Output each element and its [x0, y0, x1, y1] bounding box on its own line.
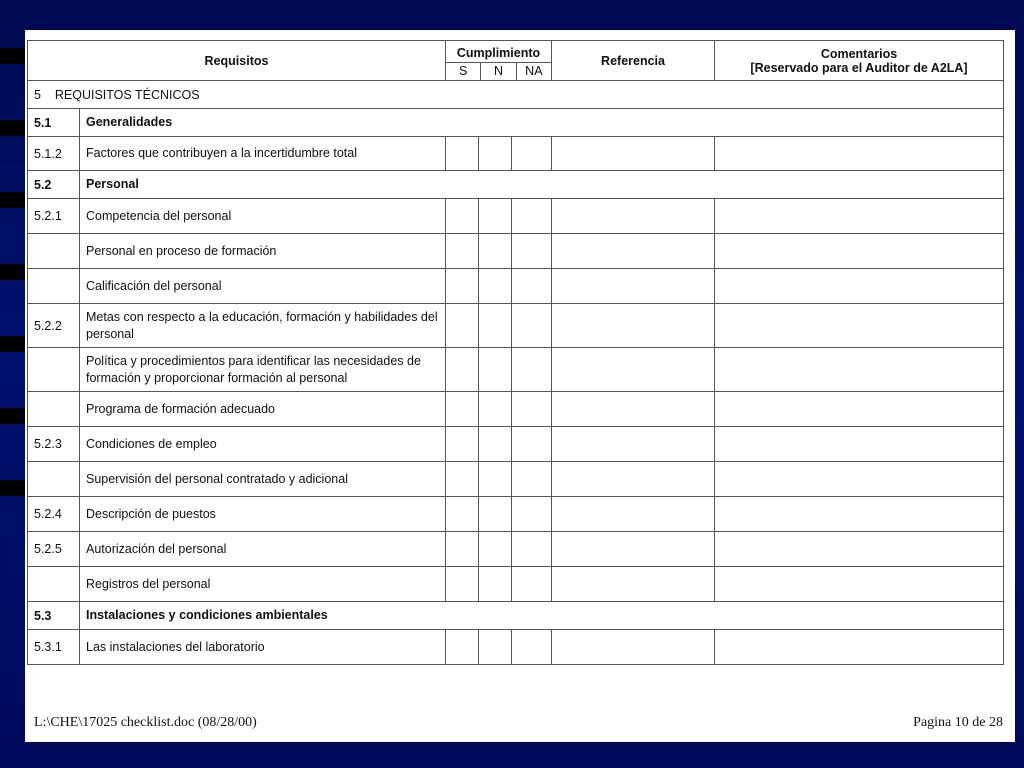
cell-s[interactable] — [446, 269, 479, 304]
row-number: 5.2 — [28, 171, 80, 199]
table-row — [28, 497, 1004, 532]
header-requisitos: Requisitos — [28, 41, 446, 81]
table-row — [28, 199, 1004, 234]
section-title: REQUISITOS TÉCNICOS — [54, 87, 200, 102]
cell-na[interactable] — [512, 427, 552, 462]
row-number: 5.2.3 — [28, 427, 80, 462]
cell-referencia[interactable] — [552, 630, 715, 665]
row-text: Autorización del personal — [80, 532, 446, 567]
cell-referencia[interactable] — [552, 304, 715, 348]
cell-s[interactable] — [446, 497, 479, 532]
cell-referencia[interactable] — [552, 532, 715, 567]
section-row — [28, 602, 1004, 630]
cell-n[interactable] — [479, 304, 512, 348]
header-comentarios-line1: Comentarios — [820, 46, 898, 61]
row-text: Personal en proceso de formación — [80, 234, 446, 269]
row-number: 5.1.2 — [28, 137, 80, 171]
cell-referencia[interactable] — [552, 269, 715, 304]
cell-n[interactable] — [479, 199, 512, 234]
header-comentarios — [715, 41, 1004, 81]
table-row — [28, 567, 1004, 602]
cell-na[interactable] — [512, 234, 552, 269]
cell-s[interactable] — [446, 567, 479, 602]
cell-na[interactable] — [512, 532, 552, 567]
cell-na[interactable] — [512, 497, 552, 532]
header-comentarios-line2: [Reservado para el Auditor de A2LA] — [750, 60, 968, 75]
section-row — [28, 81, 1004, 109]
cell-na[interactable] — [512, 199, 552, 234]
cell-na[interactable] — [512, 630, 552, 665]
cell-referencia[interactable] — [552, 137, 715, 171]
cell-referencia[interactable] — [552, 427, 715, 462]
row-text: Personal — [80, 171, 1004, 199]
cell-comentarios[interactable] — [715, 567, 1004, 602]
row-text: Las instalaciones del laboratorio — [80, 630, 446, 665]
header-na: NA — [525, 64, 543, 78]
cell-comentarios[interactable] — [715, 234, 1004, 269]
row-number: 5.3 — [28, 602, 80, 630]
cell-referencia[interactable] — [552, 392, 715, 427]
cell-s[interactable] — [446, 137, 479, 171]
cell-s[interactable] — [446, 199, 479, 234]
cell-na[interactable] — [512, 269, 552, 304]
cell-s[interactable] — [446, 532, 479, 567]
section-cell — [28, 81, 1004, 109]
header-cumplimiento-label: Cumplimiento — [446, 41, 551, 63]
cell-s[interactable] — [446, 462, 479, 497]
table-row — [28, 462, 1004, 497]
row-number — [28, 392, 80, 427]
cell-referencia[interactable] — [552, 462, 715, 497]
table-row — [28, 234, 1004, 269]
row-text: Factores que contribuyen a la incertidumbre total — [80, 137, 446, 171]
cell-comentarios[interactable] — [715, 532, 1004, 567]
cell-s[interactable] — [446, 348, 479, 392]
cell-n[interactable] — [479, 630, 512, 665]
table-row — [28, 348, 1004, 392]
row-text: Generalidades — [80, 109, 1004, 137]
cell-na[interactable] — [512, 462, 552, 497]
section-row — [28, 109, 1004, 137]
row-text: Instalaciones y condiciones ambientales — [80, 602, 1004, 630]
cell-n[interactable] — [479, 427, 512, 462]
cell-referencia[interactable] — [552, 234, 715, 269]
cell-comentarios[interactable] — [715, 137, 1004, 171]
cell-na[interactable] — [512, 348, 552, 392]
header-n: N — [481, 63, 516, 80]
row-number: 5.3.1 — [28, 630, 80, 665]
cell-na[interactable] — [512, 567, 552, 602]
cell-n[interactable] — [479, 234, 512, 269]
cell-comentarios[interactable] — [715, 427, 1004, 462]
cell-comentarios[interactable] — [715, 462, 1004, 497]
table-row — [28, 630, 1004, 665]
cell-comentarios[interactable] — [715, 497, 1004, 532]
row-number — [28, 234, 80, 269]
table-row — [28, 304, 1004, 348]
cell-referencia[interactable] — [552, 348, 715, 392]
checklist-table — [27, 40, 1004, 665]
table-row — [28, 392, 1004, 427]
header-s: S — [446, 63, 481, 80]
row-number — [28, 348, 80, 392]
table-row — [28, 427, 1004, 462]
row-number: 5.2.4 — [28, 497, 80, 532]
table-row — [28, 269, 1004, 304]
row-number: 5.2.2 — [28, 304, 80, 348]
cell-na[interactable] — [512, 392, 552, 427]
cell-referencia[interactable] — [552, 567, 715, 602]
table-row — [28, 532, 1004, 567]
row-text: Política y procedimientos para identificar las necesidades de formación y proporcionar formación al personal — [80, 348, 446, 392]
cell-comentarios[interactable] — [715, 199, 1004, 234]
cell-s[interactable] — [446, 234, 479, 269]
cell-comentarios[interactable] — [715, 269, 1004, 304]
cell-s[interactable] — [446, 630, 479, 665]
cell-n[interactable] — [479, 392, 512, 427]
section-row — [28, 171, 1004, 199]
row-text: Condiciones de empleo — [80, 427, 446, 462]
row-number — [28, 567, 80, 602]
table-header-row — [28, 41, 1004, 81]
header-referencia: Referencia — [552, 41, 715, 81]
row-text: Competencia del personal — [80, 199, 446, 234]
cell-s[interactable] — [446, 392, 479, 427]
cell-n[interactable] — [479, 462, 512, 497]
row-number: 5.2.5 — [28, 532, 80, 567]
footer-file-path: L:\CHE\17025 checklist.doc (08/28/00) — [34, 715, 257, 730]
cell-comentarios[interactable] — [715, 630, 1004, 665]
cell-n[interactable] — [479, 497, 512, 532]
table-row — [28, 137, 1004, 171]
cell-comentarios[interactable] — [715, 348, 1004, 392]
row-number — [28, 269, 80, 304]
cell-n[interactable] — [479, 532, 512, 567]
cell-n[interactable] — [479, 567, 512, 602]
row-text: Registros del personal — [80, 567, 446, 602]
row-text: Programa de formación adecuado — [80, 392, 446, 427]
footer-page-number: Pagina 10 de 28 — [913, 715, 1003, 730]
header-cumplimiento — [446, 41, 552, 81]
cell-s[interactable] — [446, 304, 479, 348]
cell-na[interactable] — [512, 304, 552, 348]
row-text: Descripción de puestos — [80, 497, 446, 532]
row-number — [28, 462, 80, 497]
row-text: Calificación del personal — [80, 269, 446, 304]
cell-n[interactable] — [479, 348, 512, 392]
cell-referencia[interactable] — [552, 497, 715, 532]
cell-comentarios[interactable] — [715, 304, 1004, 348]
cell-referencia[interactable] — [552, 199, 715, 234]
cell-s[interactable] — [446, 427, 479, 462]
row-number: 5.2.1 — [28, 199, 80, 234]
cell-comentarios[interactable] — [715, 392, 1004, 427]
row-text: Supervisión del personal contratado y adicional — [80, 462, 446, 497]
cell-na[interactable] — [512, 137, 552, 171]
row-number: 5.1 — [28, 109, 80, 137]
row-text: Metas con respecto a la educación, formación y habilidades del personal — [80, 304, 446, 348]
document-page — [25, 30, 1015, 742]
cell-n[interactable] — [479, 137, 512, 171]
section-number: 5 — [34, 87, 41, 102]
cell-n[interactable] — [479, 269, 512, 304]
